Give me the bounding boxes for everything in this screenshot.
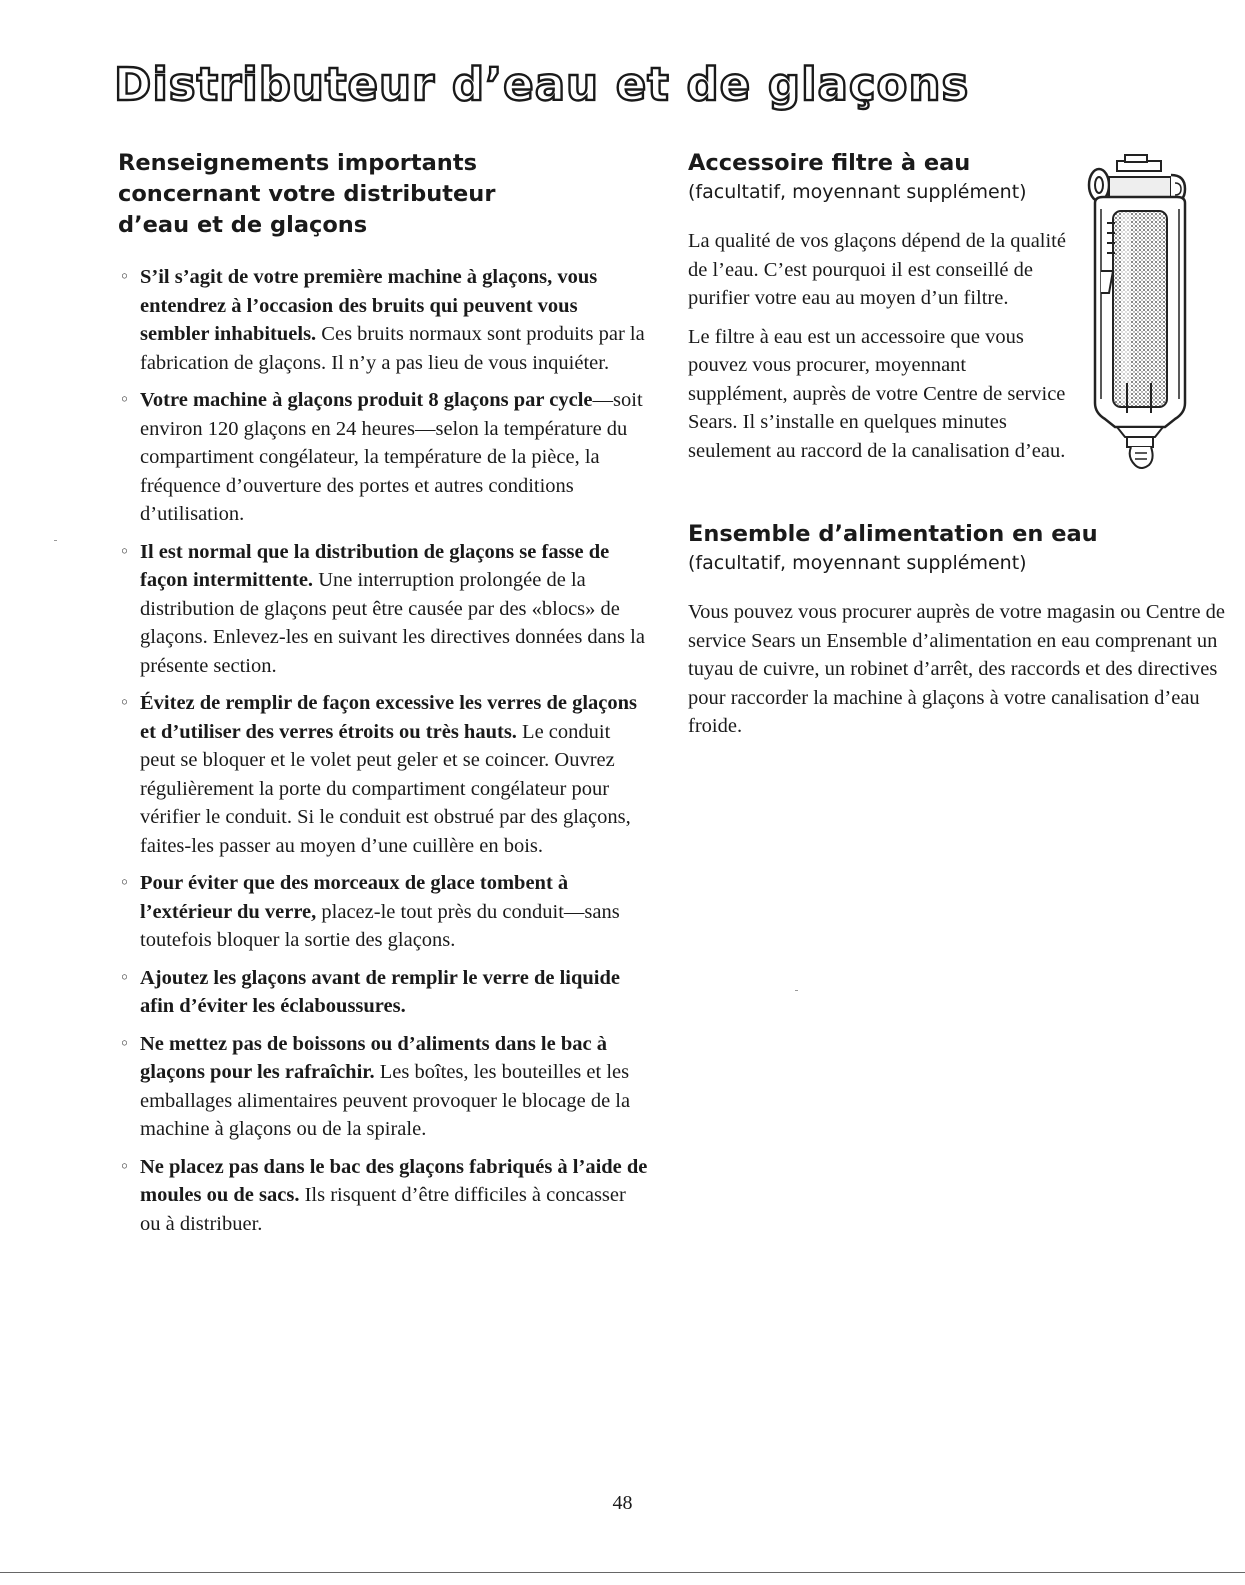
- water-filter-subheading: (facultatif, moyennant supplément): [688, 181, 1027, 203]
- water-supply-subheading: (facultatif, moyennant supplément): [688, 552, 1027, 574]
- list-item: ◦ Votre machine à glaçons produit 8 glaçons par cycle—soit environ 120 glaçons en 24 heures—selon la température du compartiment congélateur, la température de la pièce, la fréquence d’ouverture des portes et autres conditions d’utilisation.: [118, 386, 648, 529]
- water-filter-paragraph: La qualité de vos glaçons dépend de la qualité de l’eau. C’est pourquoi il est conseillé de purifier votre eau au moyen d’un filtre.: [688, 230, 1066, 309]
- scan-speck: [54, 540, 57, 541]
- water-filter-illustration: [1087, 153, 1195, 483]
- water-supply-heading: Ensemble d’alimentation en eau: [688, 521, 1098, 547]
- list-item: ◦ Pour éviter que des morceaux de glace tombent à l’extérieur du verre, placez-le tout près du conduit—sans toutefois bloquer la sortie des glaçons.: [118, 869, 648, 955]
- list-item: ◦ Ne placez pas dans le bac des glaçons fabriqués à l’aide de moules ou de sacs. Ils risquent d’être difficiles à concasser ou à distribuer.: [118, 1153, 648, 1239]
- water-filter-paragraph: Le filtre à eau est un accessoire que vous pouvez vous procurer, moyennant supplément, auprès de votre Centre de service Sears. Il s’installe en quelques minutes seulement au raccord de la canalisation d’eau.: [688, 325, 1066, 462]
- list-item: ◦ Évitez de remplir de façon excessive les verres de glaçons et d’utiliser des verres étroits ou très hauts. Le conduit peut se bloquer et le volet peut geler et se coincer. Ouvrez régulièrement la porte du compartiment congélateur pour vérifier le conduit. Si le conduit est obstrué par des glaçons, faites-les passer au moyen d’une cuillère en bois.: [118, 689, 648, 860]
- list-item: ◦ Il est normal que la distribution de glaçons se fasse de façon intermittente. Une interruption prolongée de la distribution de glaçons peut être causée par des «blocs» de glaçons. Enlevez-les en suivant les directives données dans la présente section.: [118, 538, 648, 681]
- important-info-heading: Renseignements importants concernant votre distributeur d’eau et de glaçons: [118, 150, 496, 238]
- important-info-list: [118, 263, 648, 1238]
- water-supply-section: [688, 519, 1228, 741]
- list-item: ◦ Ajoutez les glaçons avant de remplir le verre de liquide afin d’éviter les éclaboussures.: [118, 964, 648, 1021]
- bottom-rule: [0, 1572, 1245, 1573]
- list-item: ◦ S’il s’agit de votre première machine à glaçons, vous entendrez à l’occasion des bruits qui peuvent vous sembler inhabituels. Ces bruits normaux sont produits par la fabrication de glaçons. Il n’y a pas lieu de vous inquiéter.: [118, 263, 648, 377]
- page-number: 48: [612, 1492, 633, 1514]
- list-item: ◦ Ne mettez pas de boissons ou d’aliments dans le bac à glaçons pour les rafraîchir. Les boîtes, les bouteilles et les emballages alimentaires peuvent provoquer le blocage de la machine à glaçons ou de la spirale.: [118, 1030, 648, 1144]
- scan-speck: [795, 990, 798, 991]
- page-title: Distributeur d’eau et de glaçons: [114, 58, 970, 111]
- left-column: [118, 148, 648, 1247]
- water-supply-paragraph: Vous pouvez vous procurer auprès de votre magasin ou Centre de service Sears un Ensemble d’alimentation en eau comprenant un tuyau de cuivre, un robinet d’arrêt, des raccords et des directives pour raccorder la machine à glaçons à votre canalisation d’eau froide.: [688, 601, 1226, 737]
- water-filter-heading: Accessoire filtre à eau: [688, 150, 971, 176]
